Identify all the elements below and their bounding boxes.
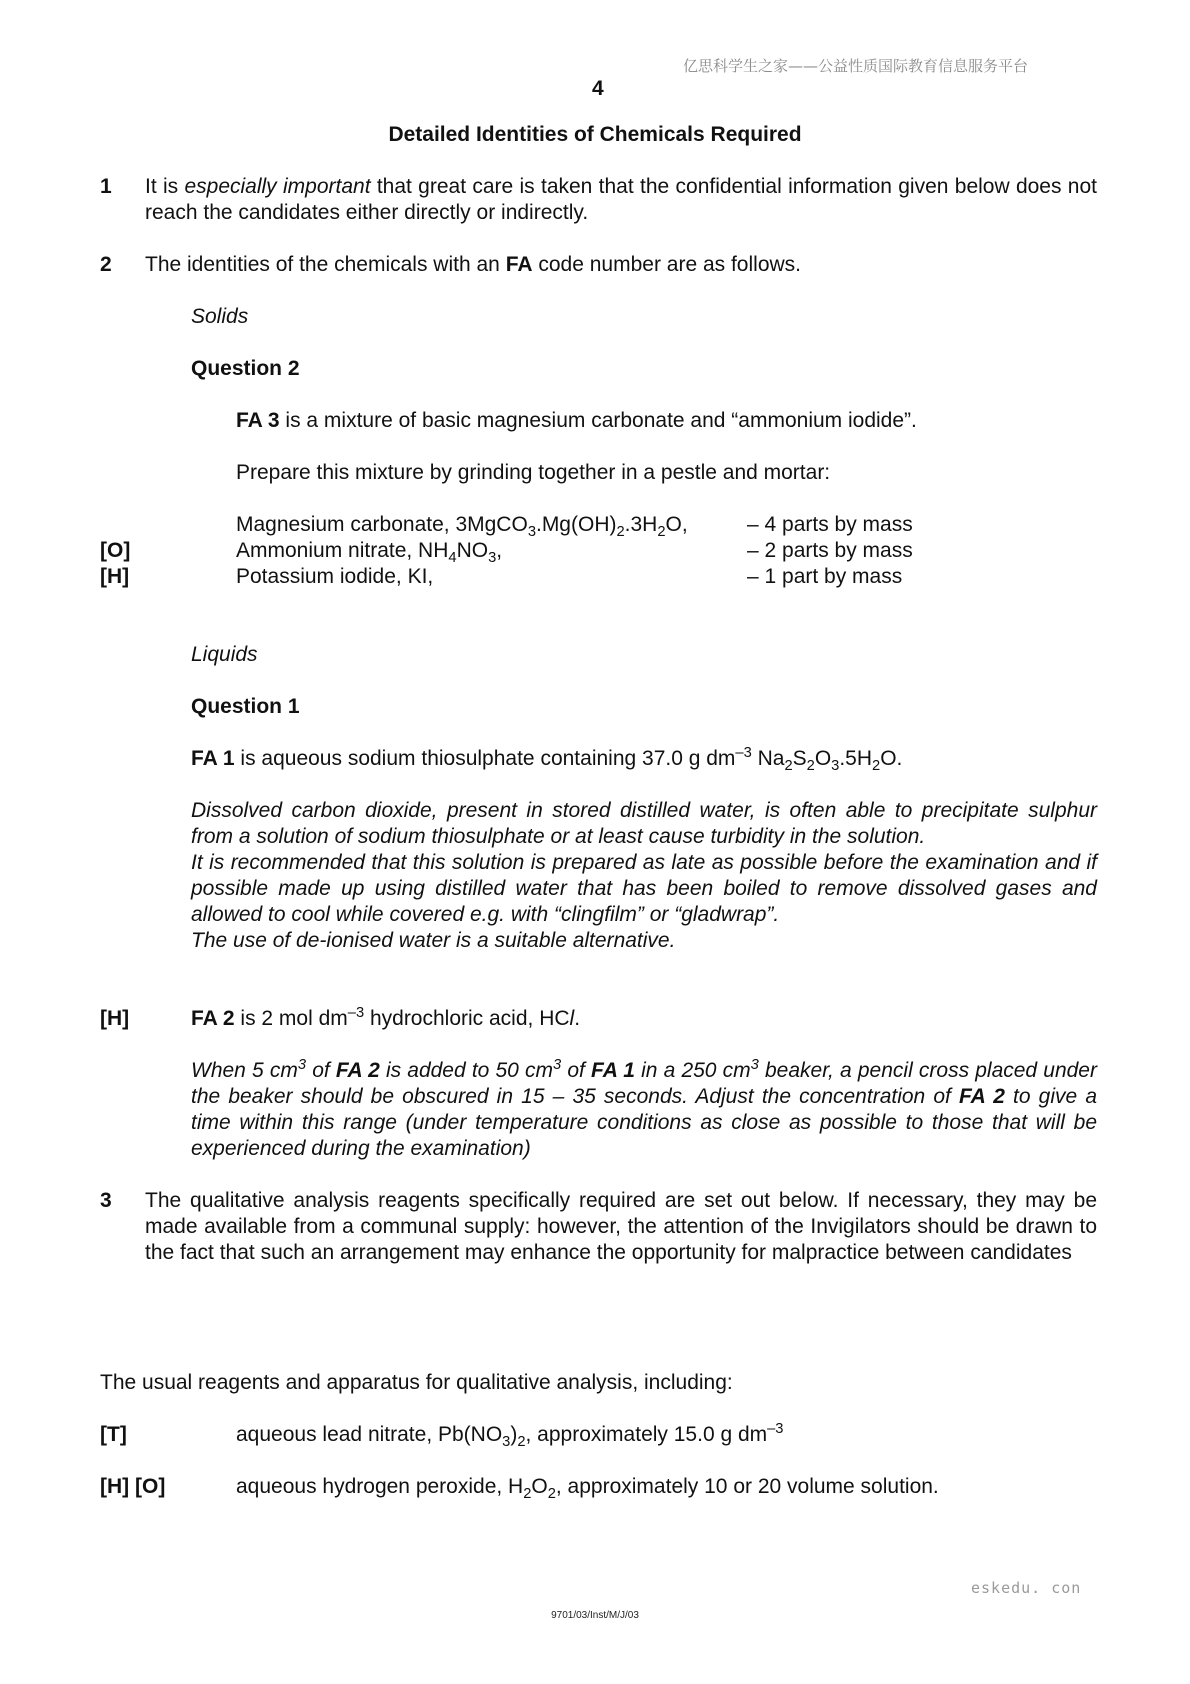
subscript: 4 — [448, 550, 457, 567]
note-code: FA 1 — [591, 1059, 635, 1082]
reagent-part: , approximately 10 or 20 volume solution. — [555, 1475, 939, 1498]
fa2-text: is 2 mol dm — [234, 1007, 348, 1030]
usual-reagents-intro: The usual reagents and apparatus for qualitative analysis, including: — [100, 1371, 733, 1394]
component-parts-ki: – 1 part by mass — [747, 565, 903, 588]
item-2-number: 2 — [100, 253, 112, 276]
footer-code: 9701/03/Inst/M/J/03 — [551, 1610, 639, 1621]
subscript: 3 — [831, 758, 840, 775]
reagent-part: O — [531, 1475, 548, 1498]
component-magnesium-carbonate — [236, 512, 688, 541]
formula-part: O, — [665, 513, 688, 536]
formula-part: S — [792, 747, 807, 770]
page-title: Detailed Identities of Chemicals Required — [388, 123, 802, 146]
component-parts-nh: – 2 parts by mass — [747, 539, 913, 562]
fa3-code: FA 3 — [236, 409, 280, 432]
component-potassium-iodide: Potassium iodide, KI, — [236, 565, 434, 588]
component-parts-mg: – 4 parts by mass — [747, 513, 913, 536]
item-1-number: 1 — [100, 175, 112, 198]
subscript: 3 — [502, 1434, 511, 1451]
subscript: 3 — [527, 524, 536, 541]
item-1-pre: It is — [145, 175, 185, 198]
item-2-text — [145, 252, 801, 278]
question-2-heading: Question 2 — [191, 357, 300, 380]
reagent-hydrogen-peroxide — [236, 1474, 939, 1503]
footer-watermark: eskedu. con — [971, 1579, 1082, 1597]
solids-label: Solids — [191, 305, 249, 328]
reagent-part: aqueous lead nitrate, Pb(NO — [236, 1423, 503, 1446]
reagent-part: aqueous hydrogen peroxide, H — [236, 1475, 524, 1498]
item-1-post: that great care is taken that the confidential information given below does not reach the candidates either directly or indirectly. — [145, 175, 1097, 224]
reagent-part: ) — [510, 1423, 518, 1446]
fa3-text: is a mixture of basic magnesium carbonate and “ammonium iodide”. — [279, 409, 917, 432]
hazard-tag-h: [H] — [100, 565, 130, 588]
fa1-note-line: Dissolved carbon dioxide, present in stored distilled water, is often able to precipitate sulphur from a solution of sodium thiosulphate or at least cause turbidity in the solution. — [191, 799, 1097, 848]
fa2-note — [191, 1058, 1097, 1162]
subscript: 2 — [806, 758, 815, 775]
formula-part: O — [814, 747, 832, 770]
superscript: –3 — [735, 744, 752, 761]
formula-part: .3H — [624, 513, 658, 536]
subscript: 2 — [523, 1486, 532, 1503]
note-part: in a 250 cm — [634, 1059, 751, 1082]
reagent-lead-nitrate — [236, 1420, 784, 1451]
fa1-note-line: It is recommended that this solution is prepared as late as possible before the examination and if possible made up using distilled water that has been boiled to remove dissolved gases and allowed to cool while covered e.g. with “clingfilm” or “gladwrap”. — [191, 851, 1097, 926]
item-2-code: FA — [505, 253, 533, 276]
note-part: to give a time within this range (under temperature conditions as close as possible to those that will be experienced during the examination) — [191, 1085, 1097, 1160]
note-part: of — [561, 1059, 592, 1082]
subscript: 2 — [517, 1434, 526, 1451]
fa2-code: FA 2 — [191, 1007, 235, 1030]
formula-part: O. — [880, 747, 903, 770]
page-number: 4 — [592, 77, 604, 100]
subscript: 3 — [488, 550, 497, 567]
item-3-number: 3 — [100, 1189, 112, 1212]
formula-part: Na — [751, 747, 785, 770]
item-2-pre: The identities of the chemicals with an — [145, 253, 506, 276]
reagent-part: , approximately 15.0 g dm — [525, 1423, 768, 1446]
note-part: is added to 50 cm — [379, 1059, 554, 1082]
fa3-description — [236, 408, 917, 434]
item-1-text — [145, 174, 1097, 226]
note-part: When 5 cm — [191, 1059, 298, 1082]
liquids-label: Liquids — [191, 643, 258, 666]
fa2-description — [191, 1006, 580, 1032]
fa2-text: . — [574, 1007, 581, 1030]
component-name: Ammonium nitrate, NH — [236, 539, 449, 562]
formula-part: .5H — [839, 747, 873, 770]
hazard-tag-fa2: [H] — [100, 1007, 130, 1030]
item-1-emphasis: especially important — [184, 175, 371, 198]
component-name: Magnesium carbonate, 3MgCO — [236, 513, 528, 536]
subscript: 2 — [547, 1486, 556, 1503]
note-part: beaker, a pencil cross placed under the beaker should be obscured in 15 – 35 seconds. Adjust the concentration of — [191, 1059, 1097, 1108]
fa1-description — [191, 744, 903, 775]
superscript: 3 — [553, 1056, 562, 1073]
note-part: of — [306, 1059, 336, 1082]
formula-part: , — [496, 539, 503, 562]
formula-part: l — [569, 1007, 575, 1030]
subscript: 2 — [616, 524, 625, 541]
formula-part: .Mg(OH) — [535, 513, 617, 536]
fa1-note-line: The use of de-ionised water is a suitable alternative. — [191, 929, 676, 952]
note-code: FA 2 — [335, 1059, 380, 1082]
superscript: –3 — [347, 1004, 365, 1021]
fa1-text: is aqueous sodium thiosulphate containing 37.0 g dm — [234, 747, 736, 770]
note-code: FA 2 — [959, 1085, 1005, 1108]
fa2-text: hydrochloric acid, HC — [364, 1007, 570, 1030]
subscript: 2 — [657, 524, 666, 541]
question-1-heading: Question 1 — [191, 695, 300, 718]
superscript: 3 — [750, 1056, 759, 1073]
fa1-code: FA 1 — [191, 747, 235, 770]
hazard-tag-h-o: [H] [O] — [100, 1475, 166, 1498]
fa1-note — [191, 798, 1097, 954]
hazard-tag-t: [T] — [100, 1423, 127, 1446]
prepare-instruction: Prepare this mixture by grinding together in a pestle and mortar: — [236, 461, 831, 484]
hazard-tag-o: [O] — [100, 539, 131, 562]
header-watermark: 亿思科学生之家——公益性质国际教育信息服务平台 — [683, 57, 1029, 75]
item-3-text: The qualitative analysis reagents specifically required are set out below. If necessary, they may be made available from a communal supply: however, the attention of the Invigilators should be drawn to the fact that such an arrangement may enhance the opportunity for malpractice between candidates — [145, 1189, 1097, 1264]
subscript: 2 — [784, 758, 793, 775]
subscript: 2 — [872, 758, 881, 775]
superscript: –3 — [767, 1420, 784, 1437]
component-ammonium-nitrate — [236, 538, 503, 567]
superscript: 3 — [297, 1056, 307, 1073]
item-2-post: code number are as follows. — [532, 253, 801, 276]
formula-part: NO — [456, 539, 489, 562]
